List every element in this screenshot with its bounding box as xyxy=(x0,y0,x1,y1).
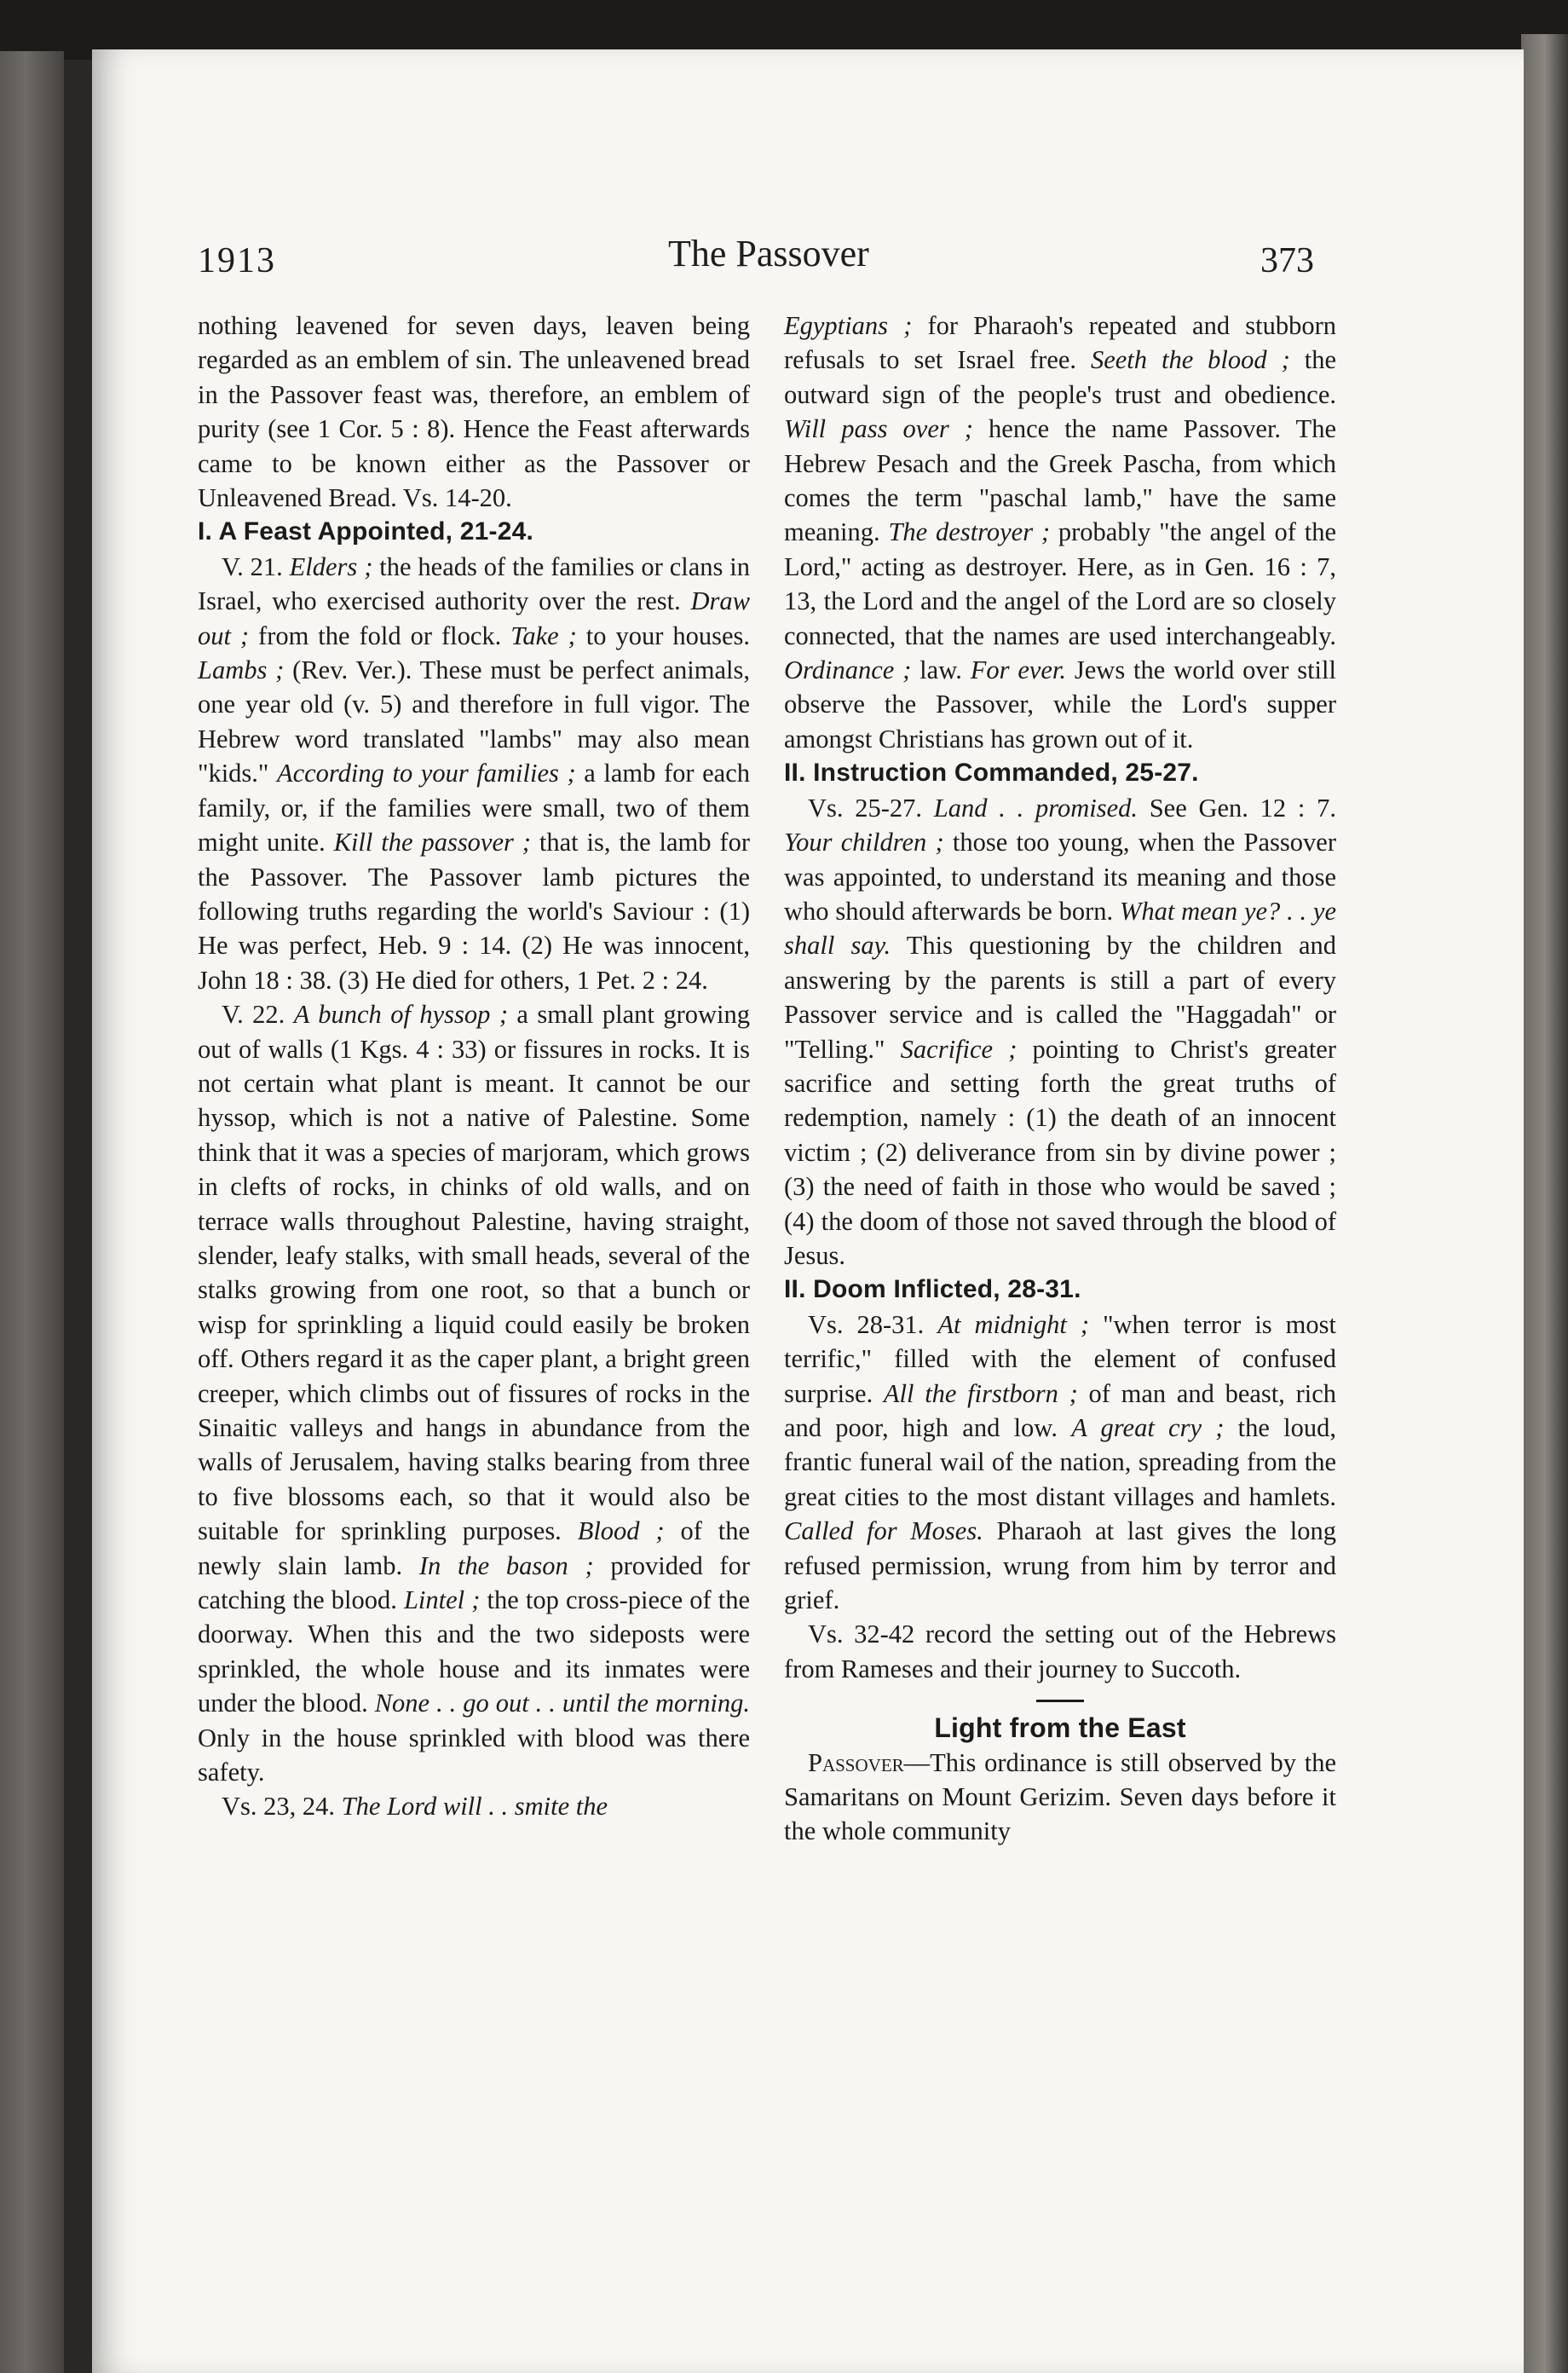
text-run: Vs. 28-31. xyxy=(808,1309,938,1339)
italic-term: What mean ye? . . ye shall say. xyxy=(784,896,1337,961)
left-column xyxy=(198,309,750,1824)
text-run: law. xyxy=(911,655,971,685)
italic-term: Egyptians ; xyxy=(784,311,913,340)
text-run: —This ordinance is still observed by the Samaritans on Mount Gerizim. Seven days before it the whole community xyxy=(784,1747,1336,1846)
text-run: Only in the house sprinkled with blood was there safety. xyxy=(198,1723,750,1787)
scan-right-border xyxy=(1521,34,1568,2373)
text-run: Pharaoh at last gives the long refused permission, wrung from him by terror and grief. xyxy=(784,1516,1336,1615)
paragraph xyxy=(198,1789,750,1823)
text-run: probably "the angel of the Lord," acting as destroyer. Here, as in Gen. 16 : 7, 13, the Lord and the angel of the Lord are so closely connected, that the names are used interchangeably. xyxy=(784,517,1336,650)
text-run: provided for catching the blood. xyxy=(198,1550,750,1615)
text-run: V. 22. xyxy=(222,1000,294,1030)
italic-term: Blood ; xyxy=(577,1516,665,1546)
italic-term: Kill the passover ; xyxy=(333,828,531,857)
italic-term: Ordinance ; xyxy=(784,655,912,685)
italic-term: Draw out ; xyxy=(198,586,750,650)
italic-term: Sacrifice ; xyxy=(900,1034,1017,1064)
italic-term: A bunch of hyssop ; xyxy=(293,1000,508,1030)
italic-term: Your children ; xyxy=(784,828,944,857)
italic-term: For ever. xyxy=(970,655,1067,685)
italic-term: A great cry ; xyxy=(1071,1413,1225,1442)
paragraph xyxy=(198,550,750,997)
text-run: that is, the lamb for the Passover. The Passover lamb pictures the following truths regarding the world's Saviour : (1) He was perfect, Heb. 9 : 14. (2) He was innocent, John 18 : 38. (3) He died for others, 1 Pet. 2 : 24. xyxy=(198,828,750,995)
section-heading: II. Instruction Commanded, 25-27. xyxy=(784,759,1199,788)
text-run: the loud, frantic funeral wail of the nation, spreading from the great cities to the most distant villages and hamlets. xyxy=(784,1413,1336,1511)
header-title: The Passover xyxy=(668,233,869,274)
text-run: from the fold or flock. xyxy=(249,621,511,650)
text-run: Jews the world over still observe the Passover, while the Lord's supper amongst Christians has grown out of it. xyxy=(784,655,1336,753)
text-run: "when terror is most terrific," filled with the element of confused surprise. xyxy=(784,1309,1336,1408)
scan-left-border xyxy=(0,51,64,2373)
section-heading: II. Doom Inflicted, 28-31. xyxy=(784,1275,1081,1304)
text-run: See Gen. 12 : 7. xyxy=(1137,793,1336,823)
running-header xyxy=(198,228,1314,288)
text-run: a lamb for each family, or, if the families were small, two of them might unite. xyxy=(198,759,750,857)
text-run: pointing to Christ's greater sacrifice and setting forth the great truths of redemption, namely : (1) the death of an innocent victim ; (2) deliverance from sin by divine power ; (3) the need of faith in those who would be saved ; (4) the doom of those not saved through the blood of Jesus. xyxy=(784,1034,1336,1270)
section-divider xyxy=(1036,1700,1084,1702)
text-run: hence the name Passover. The Hebrew Pesach and the Greek Pascha, from which comes the term "paschal lamb," have the same meaning. xyxy=(784,414,1336,547)
italic-term: The destroyer ; xyxy=(888,517,1051,547)
section-heading: I. A Feast Appointed, 21-24. xyxy=(198,517,534,546)
paragraph xyxy=(784,1746,1336,1849)
text-run: of the newly slain lamb. xyxy=(198,1516,750,1580)
header-year: 1913 xyxy=(198,241,276,280)
italic-term: At midnight ; xyxy=(937,1309,1090,1339)
italic-term: Elders ; xyxy=(289,551,373,581)
right-column xyxy=(784,309,1336,1849)
page-number: 373 xyxy=(1260,241,1314,280)
italic-term: Seeth the blood ; xyxy=(1090,345,1290,375)
text-run: the top cross-piece of the doorway. When this and the two sideposts were sprinkled, the whole house and its inmates were under the blood. xyxy=(198,1585,750,1718)
italic-term: Land . . promised. xyxy=(933,793,1138,823)
text-run: Vs. 23, 24. xyxy=(222,1792,342,1822)
italic-term: Lintel ; xyxy=(403,1585,481,1615)
paragraph xyxy=(198,997,750,1789)
italic-term: None . . go out . . until the morning. xyxy=(374,1689,750,1718)
italic-term: Take ; xyxy=(510,621,577,650)
small-caps-term: Passover xyxy=(808,1747,904,1777)
text-run: V. 21. xyxy=(222,551,290,581)
italic-term: Called for Moses. xyxy=(784,1516,983,1546)
section-title: Light from the East xyxy=(934,1712,1186,1744)
paragraph: nothing leavened for seven days, leaven being regarded as an emblem of sin. The unleavened bread in the Passover feast was, therefore, an emblem of purity (see 1 Cor. 5 : 8). Hence the Feast afterwards came to be known either as the Passover or Unleavened Bread. Vs. 14-20. xyxy=(198,311,750,513)
text-run: of man and beast, rich and poor, high and low. xyxy=(784,1378,1337,1442)
paragraph xyxy=(784,309,1336,756)
text-run: for Pharaoh's repeated and stubborn refusals to set Israel free. xyxy=(784,311,1336,375)
paragraph: Vs. 32-42 record the setting out of the Hebrews from Rameses and their journey to Succoth. xyxy=(784,1620,1336,1683)
text-run: to your houses. xyxy=(576,621,750,650)
text-run: those too young, when the Passover was appointed, to understand its meaning and those who should afterwards be born. xyxy=(784,828,1336,926)
text-run: (Rev. Ver.). These must be perfect animals, one year old (v. 5) and therefore in full vigor. The Hebrew word translated "lambs" may also mean "kids." xyxy=(198,655,751,788)
italic-term: According to your families ; xyxy=(276,759,576,788)
italic-term: The Lord will . . smite the xyxy=(341,1792,608,1822)
italic-term: In the bason ; xyxy=(418,1550,594,1580)
paragraph xyxy=(784,1308,1336,1618)
italic-term: Lambs ; xyxy=(198,655,285,685)
text-run: the outward sign of the people's trust and obedience. xyxy=(784,345,1336,409)
paragraph xyxy=(784,791,1336,1273)
text-run: a small plant growing out of walls (1 Kgs. 4 : 33) or fissures in rocks. It is not certain what plant is meant. It cannot be our hyssop, which is not a native of Palestine. Some think that it was a species of marjoram, which grows in clefts of rocks, in chinks of old walls, and on terrace walls throughout Palestine, having straight, slender, leafy stalks, with small heads, several of the stalks growing from one root, so that a bunch or wisp for sprinkling a liquid could easily be broken off. Others regard it as the caper plant, a bright green creeper, which climbs out of fissures of rocks in the Sinaitic valleys and hangs in abundance from the walls of Jerusalem, having stalks bearing from three to five blossoms each, so that it would also be suitable for sprinkling purposes. xyxy=(198,1000,750,1546)
italic-term: All the firstborn ; xyxy=(883,1378,1078,1408)
text-run: This questioning by the children and answering by the parents is still a part of every Passover service and is called the "Haggadah" or "Telling." xyxy=(784,931,1336,1064)
text-run: the heads of the families or clans in Israel, who exercised authority over the rest. xyxy=(198,551,750,616)
text-run: Vs. 25-27. xyxy=(808,793,934,823)
italic-term: Will pass over ; xyxy=(784,414,973,444)
